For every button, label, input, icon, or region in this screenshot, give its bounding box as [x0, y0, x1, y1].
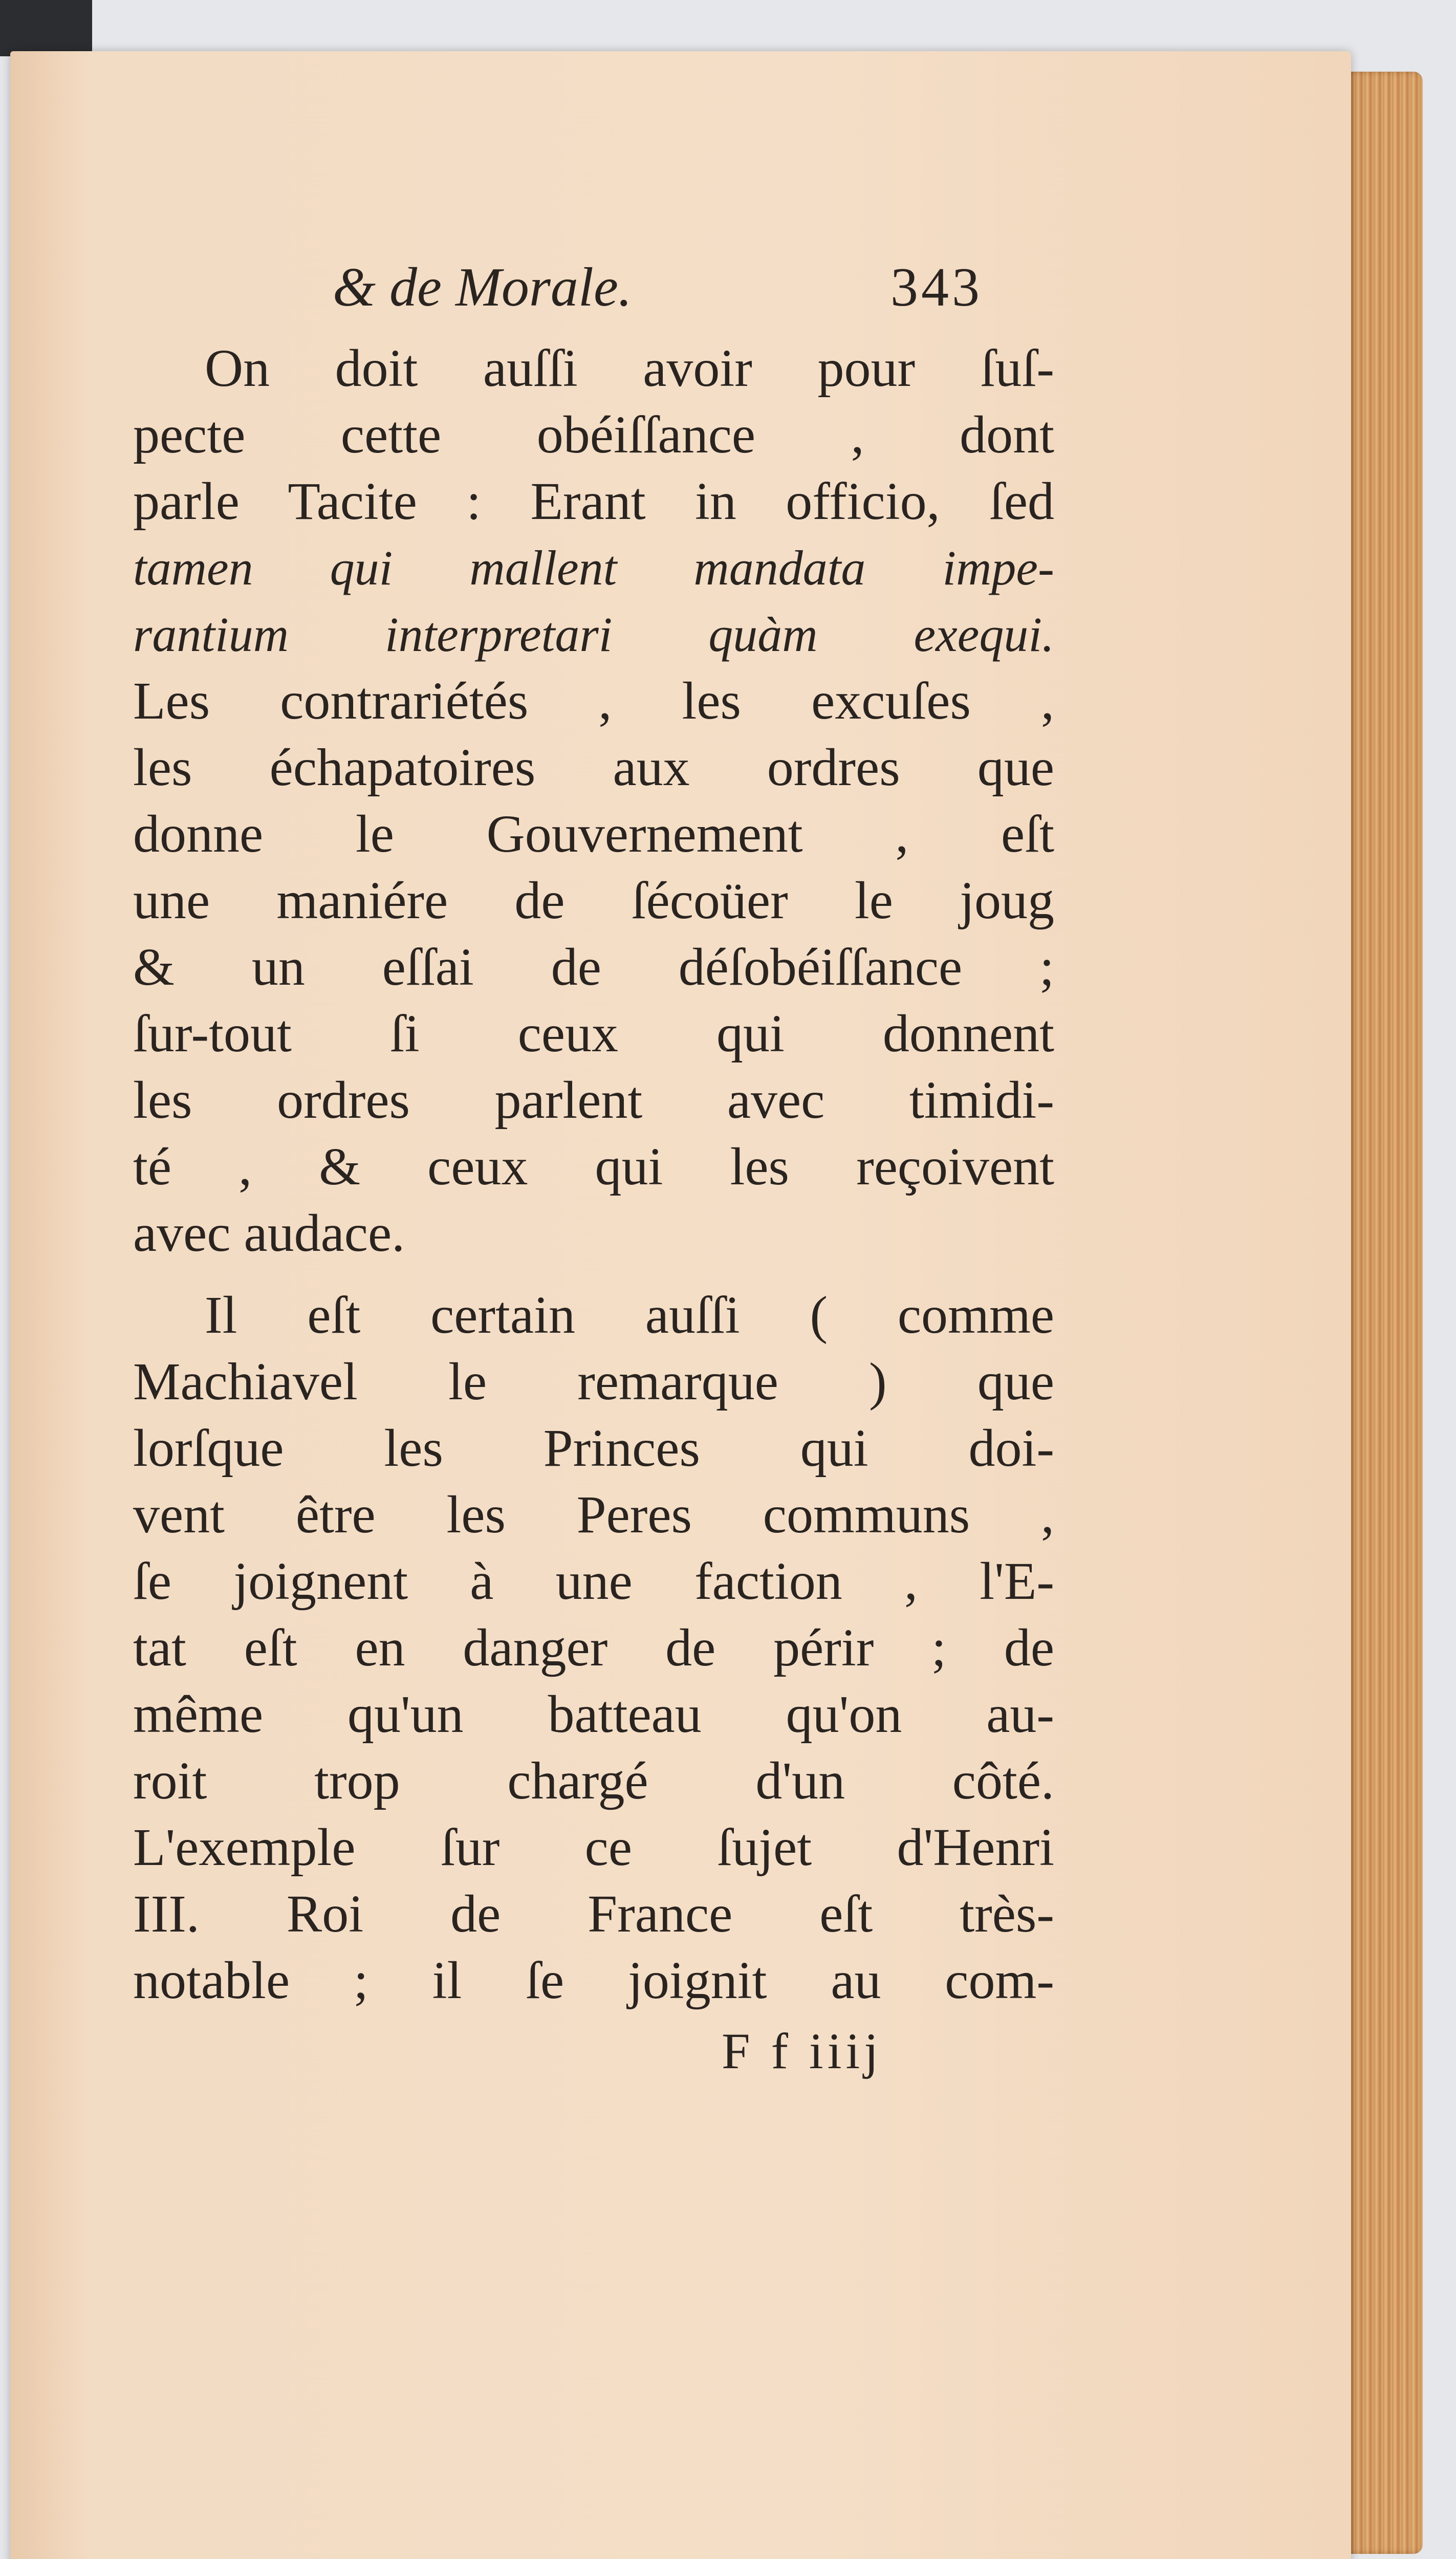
text-line: Les contrariétés , les excuſes ,: [133, 671, 1054, 730]
text-line: même qu'un batteau qu'on au-: [133, 1685, 1054, 1744]
text-line: té , & ceux qui les reçoivent: [133, 1137, 1054, 1196]
text-line: parle Tacite : Erant in officio, ſed: [133, 472, 1054, 531]
text-line: ſur-tout ſi ceux qui donnent: [133, 1004, 1054, 1063]
text-line: & un eſſai de déſobéiſſance ;: [133, 938, 1054, 996]
text-line: Machiavel le remarque ) que: [133, 1352, 1054, 1411]
page-number: 343: [890, 257, 983, 318]
text-line: pecte cette obéiſſance , dont: [133, 405, 1054, 464]
text-line: Il eſt certain auſſi ( comme: [205, 1286, 1054, 1344]
text-line: rantium interpretari quàm exequi.: [133, 607, 1054, 662]
text-line: donne le Gouvernement , eſt: [133, 805, 1054, 863]
book-binding-top: [0, 0, 92, 56]
text-line: les ordres parlent avec timidi-: [133, 1071, 1054, 1130]
signature-mark: F f iiij: [722, 2023, 883, 2079]
text-line: avec audace.: [133, 1204, 405, 1263]
text-line: ſe joignent à une faction , l'E-: [133, 1552, 1054, 1611]
text-line: notable ; il ſe joignit au com-: [133, 1951, 1054, 2010]
page-header: [133, 256, 1054, 333]
text-line: L'exemple ſur ce ſujet d'Henri: [133, 1818, 1054, 1877]
text-line: roit trop chargé d'un côté.: [133, 1751, 1054, 1810]
text-line: On doit auſſi avoir pour ſuſ-: [205, 339, 1054, 398]
text-line: une maniére de ſécoüer le joug: [133, 871, 1054, 930]
text-line: vent être les Peres communs ,: [133, 1485, 1054, 1544]
page: [10, 51, 1351, 2559]
text-line: tat eſt en danger de périr ; de: [133, 1618, 1054, 1677]
running-head: & de Morale.: [333, 257, 632, 318]
page-edges: [1346, 72, 1423, 2554]
text-line: tamen qui mallent mandata impe-: [133, 540, 1054, 595]
text-line: lorſque les Princes qui doi-: [133, 1419, 1054, 1478]
text-line: III. Roi de France eſt très-: [133, 1884, 1054, 1943]
text-line: les échapatoires aux ordres que: [133, 738, 1054, 797]
